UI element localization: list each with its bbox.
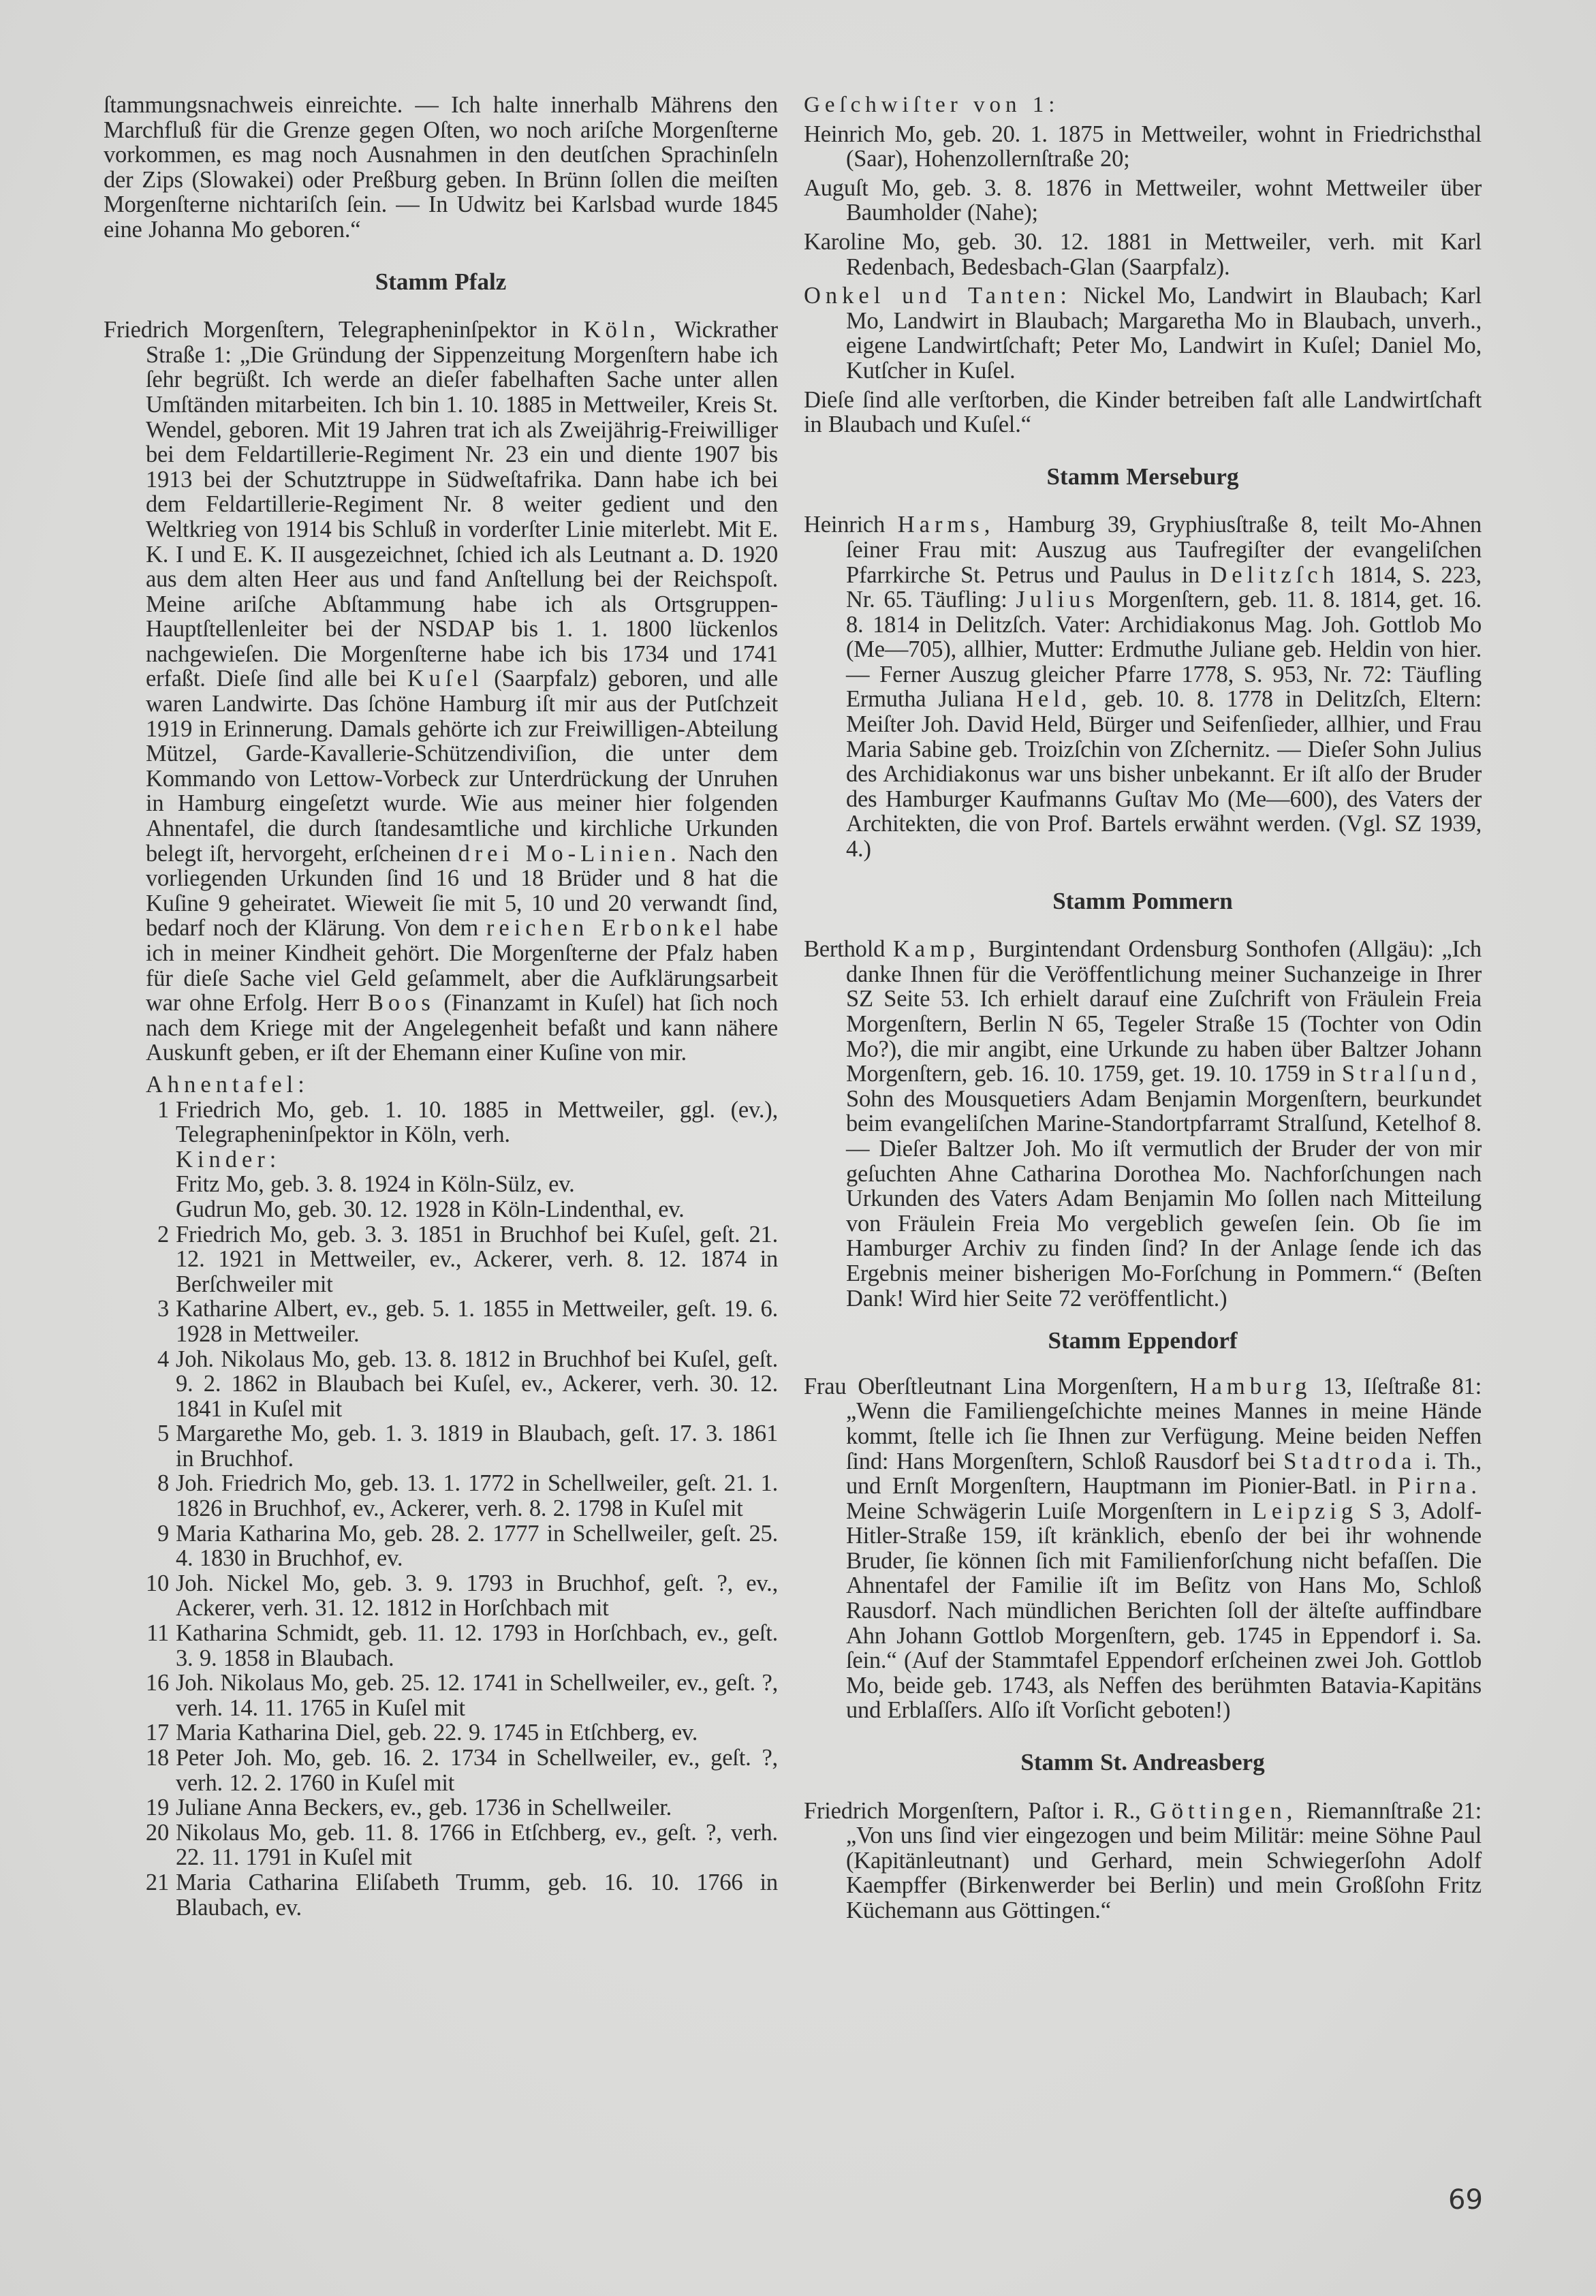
kind-item: Fritz Mo, geb. 3. 8. 1924 in Köln-Sülz, ev. [176, 1171, 575, 1198]
geschwister-item: Karoline Mo, geb. 30. 12. 1881 in Mettweiler, verh. mit Karl Redenbach, Bedesbach-Glan (Saarpfalz). [804, 228, 1482, 280]
ahnentafel-entry: 17 Maria Katharina Diel, geb. 22. 9. 1745 in Etſchberg, ev. [145, 1720, 698, 1746]
merseburg-text: Heinrich Harms, Hamburg 39, Gryphiusſtraße 8, teilt Mo-Ahnen ſeiner Frau mit: Auszug aus Taufregiſter der evangeliſchen Pfarrkirche St. Petrus und Paulus in Delitzſch 1814, S. 223, Nr. 65. Täufling: Julius Morgenſtern, geb. 11. 8. 1814, get. 16. 8. 1814 in Delitzſch. Vater: Archidiakonus Mag. Joh. Gottlob Mo (Me—705), allhier, Mutter: Erdmuthe Juliane geb. Heldin von hier. — Ferner Auszug gleicher Pfarre 1778, S. 953, Nr. 72: Täufling Ermutha Juliana Held, geb. 10. 8. 1778 in Delitzſch, Eltern: Meiſter Joh. David Held, Bürger und Seifenſieder, allhier, und Frau Maria Sabine geb. Troizſchin von Zſchernitz. — Dieſer Sohn Julius des Archidiakonus war uns bisher unbekannt. Er iſt alſo der Bruder des Hamburger Kaufmanns Guſtav Mo (Me—600), des Vaters der Architekten, die von Prof. Bartels erwähnt werden. (Vgl. SZ 1939, 4.) [804, 512, 1482, 863]
geschwister-item: Auguſt Mo, geb. 3. 8. 1876 in Mettweiler, wohnt Mettweiler über Baumholder (Nahe); [804, 174, 1482, 226]
right-column [804, 93, 1482, 1923]
ahnentafel [104, 1072, 778, 1920]
intro-continuation: ſtammungsnachweis einreichte. — Ich halte innerhalb Mährens den Marchfluß für die Grenze gegen Oſten, wo noch ariſche Morgenſterne vorkommen, es mag noch Ausnahmen in den deutſchen Sprachinſeln der Zips (Slowakei) oder Preßburg geben. In Brünn ſollen die meiſten Morgenſterne nichtariſch ſein. — In Udwitz bei Karlsbad wurde 1845 eine Johanna Mo geboren.“ [104, 92, 778, 243]
section-heading-pommern: Stamm Pommern [1052, 887, 1233, 914]
ahnentafel-entry: 4 Joh. Nikolaus Mo, geb. 13. 8. 1812 in Bruchhof bei Kuſel, geſt. 9. 2. 1862 in Blaubach bei Kuſel, ev., Ackerer, verh. 30. 12. 1841 in Kuſel mit [157, 1346, 778, 1422]
ahnentafel-label: Ahnentafel: [146, 1071, 309, 1098]
ahnentafel-entry: 10 Joh. Nickel Mo, geb. 3. 9. 1793 in Bruchhof, geſt. ?, ev., Ackerer, verh. 31. 12. 1812 in Horſchbach mit [145, 1570, 778, 1622]
pfalz-letter: Friedrich Morgenſtern, Telegrapheninſpektor in Köln, Wickrather Straße 1: „Die Gründung der Sippenzeitung Morgenſtern habe ich ſehr begrüßt. Ich werde an dieſer fabelhaften Sache unter allen Umſtänden mitarbeiten. Ich bin 1. 10. 1885 in Mettweiler, Kreis St. Wendel, geboren. Mit 19 Jahren trat ich als Zweijährig-Freiwilliger bei dem Feldartillerie-Regiment Nr. 23 ein und diente 1907 bis 1913 bei der Schutztruppe in Südweſtafrika. Dann habe ich bei dem Feldartillerie-Regiment Nr. 8 weiter gedient und den Weltkrieg von 1914 bis Schluß in vorderſter Linie miterlebt. Mit E. K. I und E. K. II ausgezeichnet, ſchied ich als Leutnant a. D. 1920 aus dem alten Heer aus und fand Anſtellung bei der Reichspoſt. Meine ariſche Abſtammung habe ich als Ortsgruppen-Hauptſtellenleiter bei der NSDAP bis 1. 1. 1800 lückenlos nachgewieſen. Die Morgenſterne habe ich bis 1734 und 1741 erfaßt. Dieſe ſind alle bei Kuſel (Saarpfalz) geboren, und alle waren Landwirte. Das ſchöne Hamburg iſt mir aus der Putſchzeit 1919 in Erinnerung. Damals gehörte ich zur Freiwilligen-Abteilung Mützel, Garde-Kavallerie-Schützendiviſion, die unter dem Kommando von Lettow-Vorbeck zur Unterdrückung der Unruhen in Hamburg eingeſetzt wurde. Wie aus meiner hier folgenden Ahnentafel, die durch ſtandesamtliche und kirchliche Urkunden belegt iſt, hervorgeht, erſcheinen drei Mo-Linien. Nach den vorliegenden Urkunden ſind 16 und 18 Brüder und 8 hat die Kuſine 9 geheiratet. Wieweit ſie mit 5, 10 und 20 verwandt ſind, bedarf noch der Klärung. Von dem reichen Erbonkel habe ich in meiner Kindheit gehört. Die Morgenſterne der Pfalz haben für dieſe Sache viel Geld geſammelt, aber die Aufklärungsarbeit war ohne Erfolg. Herr Boos (Finanzamt in Kuſel) hat ſich noch nach dem Kriege mit der Angelegenheit befaßt und kann nähere Auskunft geben, er iſt der Ehemann einer Kuſine von mir. [104, 317, 778, 1066]
onkel-label: Onkel und Tanten: [804, 283, 1071, 309]
left-column [104, 93, 778, 1920]
geschwister-item: Heinrich Mo, geb. 20. 1. 1875 in Mettweiler, wohnt in Friedrichsthal (Saar), Hohenzollernſtraße 20; [804, 121, 1482, 172]
andreasberg-text: Friedrich Morgenſtern, Paſtor i. R., Göttingen, Riemannſtraße 21: „Von uns ſind vier eingezogen und beim Militär: meine Söhne Paul (Kapitänleutnant) und Gerhard, mein Schwiegerſohn Adolf Kaempffer (Birkenwerder bei Berlin) und mein Großſohn Fritz Küchemann aus Göttingen.“ [804, 1797, 1482, 1923]
section-heading-merseburg: Stamm Merseburg [1046, 463, 1239, 490]
kinder-label: Kinder: [176, 1146, 281, 1173]
ahnentafel-entry: 2 Friedrich Mo, geb. 3. 3. 1851 in Bruchhof bei Kuſel, geſt. 21. 12. 1921 in Mettweiler, ev., Ackerer, verh. 8. 12. 1874 in Berſchweiler mit [157, 1221, 778, 1297]
ahnentafel-entry: 5 Margarethe Mo, geb. 1. 3. 1819 in Blaubach, geſt. 17. 3. 1861 in Bruchhof. [157, 1421, 778, 1472]
eppendorf-text: Frau Oberſtleutnant Lina Morgenſtern, Hamburg 13, Iſeſtraße 81: „Wenn die Familiengeſchichte meines Mannes in meine Hände kommt, ſtelle ich ſie Ihnen zur Verfügung. Meine beiden Neffen ſind: Hans Morgenſtern, Schloß Rausdorf bei Stadtroda i. Th., und Ernſt Morgenſtern, Hauptmann im Pionier-Batl. in Pirna. Meine Schwägerin Luiſe Morgenſtern in Leipzig S 3, Adolf-Hitler-Straße 159, iſt kränklich, ebenſo der bei ihr wohnende Bruder, ſie können ſich mit Familienforſchung nicht befaſſen. Die Ahnentafel der Familie iſt im Beſitz von Hans Mo, Schloß Rausdorf. Nach mündlichen Berichten ſoll der älteſte auffindbare Ahn Johann Gottlob Morgenſtern, geb. 1745 in Eppendorf i. Sa. ſein.“ (Auf der Stammtafel Eppendorf erſcheinen zwei Joh. Gottlob Mo, beide geb. 1743, als Neffen des berühmten Batavia-Kapitäns und Erblaſſers. Alſo iſt Vorſicht geboten!) [804, 1373, 1482, 1724]
ahnentafel-entry: 1 Friedrich Mo, geb. 1. 10. 1885 in Mettweiler, ggl. (ev.), Telegrapheninſpektor in Köln, verh. [157, 1096, 778, 1148]
section-heading-eppendorf: Stamm Eppendorf [1048, 1327, 1238, 1354]
onkel-tanten: Onkel und Tanten: Nickel Mo, Landwirt in Blaubach; Karl Mo, Landwirt in Blaubach; Margaretha Mo in Blaubach, unverh., eigene Landwirtſchaft; Peter Mo, Landwirt in Kuſel; Daniel Mo, Kutſcher in Kuſel. [804, 283, 1482, 384]
ahnentafel-entry: 11 Katharina Schmidt, geb. 11. 12. 1793 in Horſchbach, ev., geſt. 3. 9. 1858 in Blaubach. [146, 1620, 778, 1671]
pommern-text: Berthold Kamp, Burgintendant Ordensburg Sonthofen (Allgäu): „Ich danke Ihnen für die Veröffentlichung meiner Suchanzeige in Ihrer SZ Seite 53. Ich erhielt darauf eine Zuſchrift von Fräulein Freia Morgenſtern, Berlin N 65, Tegeler Straße 15 (Tochter von Odin Mo?), die mir angibt, eine Urkunde zu haben über Baltzer Johann Morgenſtern, geb. 16. 10. 1759, get. 19. 10. 1759 in Stralſund, Sohn des Mousquetiers Adam Benjamin Morgenſtern, beurkundet beim evangeliſchen Marine-Standortpfarramt Stralſund, Ketelhof 8. — Dieſer Baltzer Joh. Mo iſt vermutlich der Bruder der von mir geſuchten Ahne Catharina Dorothea Mo. Nachforſchungen nach Urkunden des Vaters Adam Benjamin Mo ſollen nach Mitteilung von Fräulein Freia Mo vergeblich geweſen ſein. Ob ſie im Hamburger Archiv zu finden ſind? In der Anlage ſende ich das Ergebnis meiner bisherigen Mo-Forſchung in Pommern.“ (Beſten Dank! Wird hier Seite 72 veröffentlicht.) [804, 936, 1482, 1312]
ahnentafel-entry: 20 Nikolaus Mo, geb. 11. 8. 1766 in Etſchberg, ev., geſt. ?, verh. 22. 11. 1791 in Kuſel mit [145, 1819, 778, 1871]
pfalz-author: Friedrich Morgenſtern, Telegrapheninſpektor in [104, 317, 569, 343]
ahnentafel-entry: 21 Maria Catharina Eliſabeth Trumm, geb. 16. 10. 1766 in Blaubach, ev. [145, 1869, 778, 1921]
closing-remark: Dieſe ſind alle verſtorben, die Kinder betreiben faſt alle Landwirtſchaft in Blaubach und Kuſel.“ [804, 386, 1482, 438]
page-number: 69 [1448, 2184, 1483, 2216]
ahnentafel-entry: 18 Peter Joh. Mo, geb. 16. 2. 1734 in Schellweiler, ev., geſt. ?, verh. 12. 2. 1760 in Kuſel mit [145, 1745, 778, 1796]
ahnentafel-entry: 8 Joh. Friedrich Mo, geb. 13. 1. 1772 in Schellweiler, geſt. 21. 1. 1826 in Bruchhof, ev., Ackerer, verh. 8. 2. 1798 in Kuſel mit [157, 1470, 778, 1522]
pfalz-author-city: Köln, [583, 317, 661, 343]
ahnentafel-entry: 3 Katharine Albert, ev., geb. 5. 1. 1855 in Mettweiler, geſt. 19. 6. 1928 in Mettweiler. [157, 1296, 778, 1347]
section-heading-pfalz: Stamm Pfalz [375, 268, 507, 295]
ahnentafel-entry: 9 Maria Katharina Mo, geb. 28. 2. 1777 in Schellweiler, geſt. 25. 4. 1830 in Bruchhof, ev. [157, 1520, 778, 1572]
kind-item: Gudrun Mo, geb. 30. 12. 1928 in Köln-Lindenthal, ev. [176, 1196, 685, 1222]
ahnentafel-entry: 19 Juliane Anna Beckers, ev., geb. 1736 in Schellweiler. [145, 1795, 672, 1821]
geschwister-label: Geſchwiſter von 1: [804, 93, 1060, 117]
section-heading-andreasberg: Stamm St. Andreasberg [1020, 1749, 1265, 1776]
ahnentafel-entry: 16 Joh. Nikolaus Mo, geb. 25. 12. 1741 in Schellweiler, ev., geſt. ?, verh. 14. 11. 1765 in Kuſel mit [145, 1670, 778, 1721]
